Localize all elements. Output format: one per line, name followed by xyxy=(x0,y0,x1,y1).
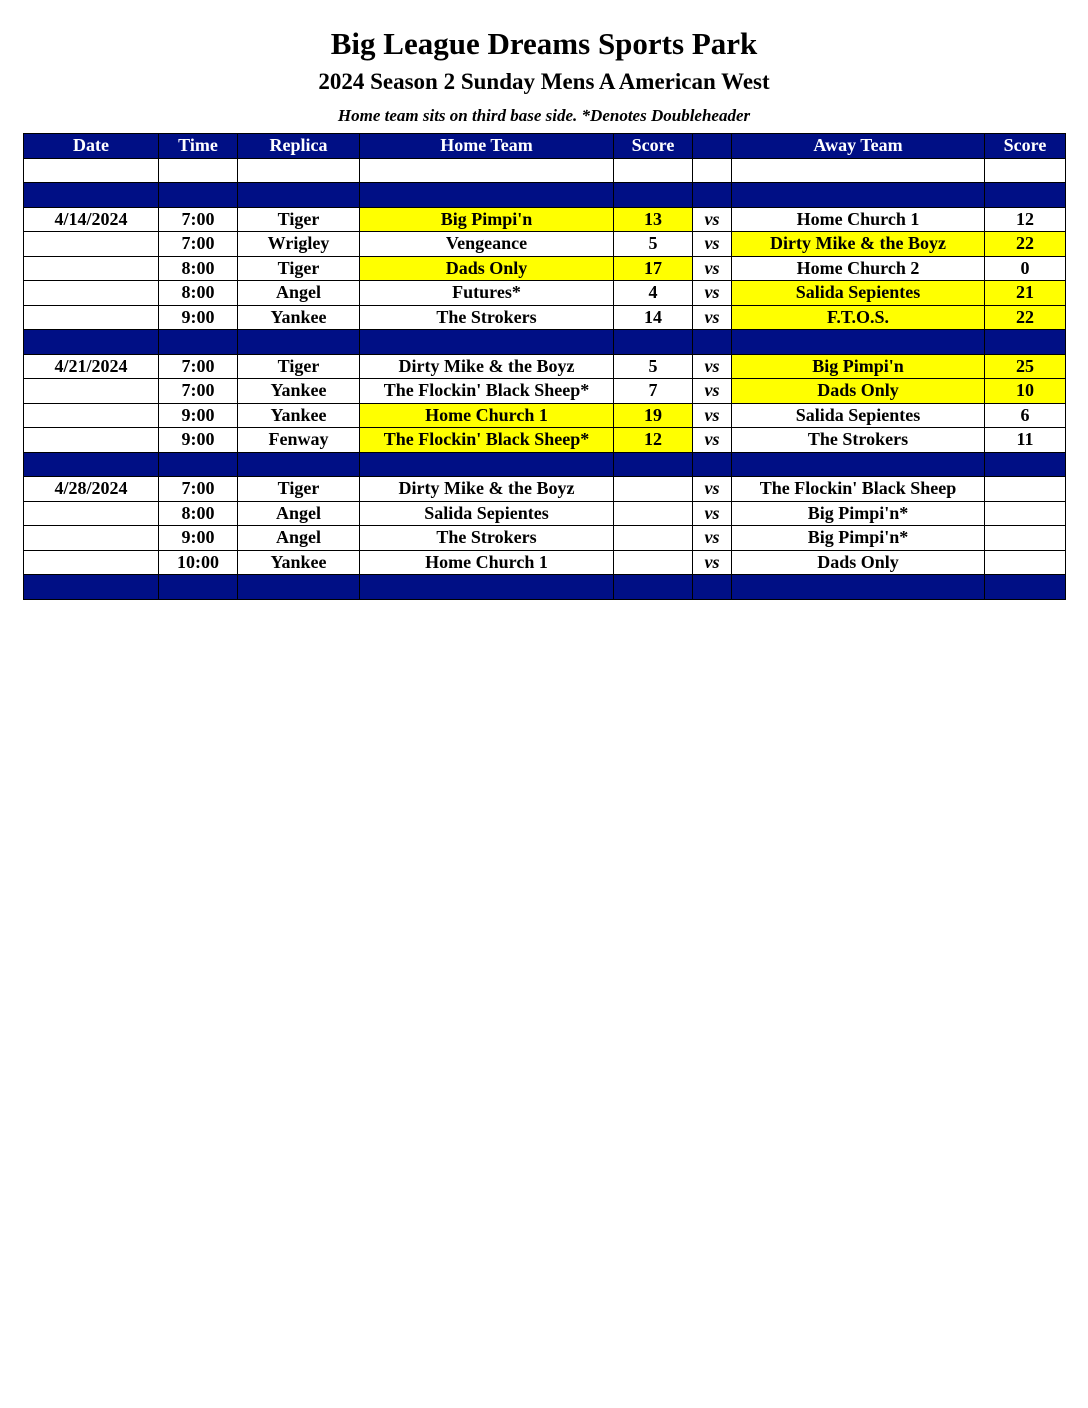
vs-label: vs xyxy=(693,281,732,306)
game-row xyxy=(24,526,1066,551)
empty-cell xyxy=(985,575,1066,600)
game-replica: Yankee xyxy=(238,305,360,330)
game-row xyxy=(24,256,1066,281)
empty-cell xyxy=(360,330,614,355)
away-team: Salida Sepientes xyxy=(732,403,985,428)
empty-cell xyxy=(159,330,238,355)
schedule-table xyxy=(23,133,1066,600)
game-row xyxy=(24,207,1066,232)
empty-cell xyxy=(159,158,238,183)
game-date xyxy=(24,379,159,404)
empty-row xyxy=(24,158,1066,183)
vs-label: vs xyxy=(693,428,732,453)
empty-cell xyxy=(614,452,693,477)
empty-cell xyxy=(985,183,1066,208)
game-row xyxy=(24,403,1066,428)
game-replica: Angel xyxy=(238,501,360,526)
col-header-home-team: Home Team xyxy=(360,134,614,159)
empty-cell xyxy=(238,330,360,355)
game-row xyxy=(24,428,1066,453)
game-time: 7:00 xyxy=(159,232,238,257)
empty-cell xyxy=(24,158,159,183)
empty-cell xyxy=(985,158,1066,183)
home-team: Dirty Mike & the Boyz xyxy=(360,354,614,379)
away-score: 25 xyxy=(985,354,1066,379)
away-score: 21 xyxy=(985,281,1066,306)
game-time: 8:00 xyxy=(159,501,238,526)
game-date xyxy=(24,428,159,453)
away-team: Dirty Mike & the Boyz xyxy=(732,232,985,257)
page-subtitle: 2024 Season 2 Sunday Mens A American West xyxy=(318,69,770,94)
away-team: The Strokers xyxy=(732,428,985,453)
vs-label: vs xyxy=(693,256,732,281)
home-team: The Strokers xyxy=(360,526,614,551)
home-score: 7 xyxy=(614,379,693,404)
home-score: 5 xyxy=(614,232,693,257)
home-score: 12 xyxy=(614,428,693,453)
vs-label: vs xyxy=(693,232,732,257)
game-replica: Wrigley xyxy=(238,232,360,257)
col-header-date: Date xyxy=(24,134,159,159)
empty-cell xyxy=(24,452,159,477)
empty-cell xyxy=(732,158,985,183)
empty-cell xyxy=(614,183,693,208)
week-separator-row xyxy=(24,452,1066,477)
empty-cell xyxy=(360,575,614,600)
away-score: 12 xyxy=(985,207,1066,232)
game-row xyxy=(24,281,1066,306)
empty-cell xyxy=(693,575,732,600)
empty-cell xyxy=(238,183,360,208)
game-replica: Tiger xyxy=(238,354,360,379)
home-team: Salida Sepientes xyxy=(360,501,614,526)
home-team: Dirty Mike & the Boyz xyxy=(360,477,614,502)
vs-label: vs xyxy=(693,550,732,575)
empty-cell xyxy=(985,452,1066,477)
col-header-replica: Replica xyxy=(238,134,360,159)
game-date xyxy=(24,305,159,330)
game-row xyxy=(24,501,1066,526)
away-score xyxy=(985,550,1066,575)
empty-cell xyxy=(732,575,985,600)
home-team: Home Church 1 xyxy=(360,403,614,428)
away-team: The Flockin' Black Sheep xyxy=(732,477,985,502)
game-date xyxy=(24,232,159,257)
empty-cell xyxy=(614,575,693,600)
vs-label: vs xyxy=(693,477,732,502)
game-replica: Yankee xyxy=(238,403,360,428)
game-replica: Fenway xyxy=(238,428,360,453)
game-row xyxy=(24,550,1066,575)
away-score: 11 xyxy=(985,428,1066,453)
game-date: 4/14/2024 xyxy=(24,207,159,232)
game-replica: Tiger xyxy=(238,477,360,502)
col-header-time: Time xyxy=(159,134,238,159)
home-team: The Flockin' Black Sheep* xyxy=(360,428,614,453)
game-replica: Angel xyxy=(238,526,360,551)
game-date xyxy=(24,281,159,306)
empty-cell xyxy=(238,158,360,183)
away-score: 22 xyxy=(985,232,1066,257)
game-time: 7:00 xyxy=(159,477,238,502)
empty-cell xyxy=(24,183,159,208)
away-team: Big Pimpi'n xyxy=(732,354,985,379)
away-score xyxy=(985,526,1066,551)
empty-cell xyxy=(238,575,360,600)
home-score: 17 xyxy=(614,256,693,281)
empty-cell xyxy=(614,158,693,183)
empty-cell xyxy=(732,452,985,477)
game-row xyxy=(24,379,1066,404)
vs-label: vs xyxy=(693,403,732,428)
game-row xyxy=(24,354,1066,379)
game-time: 8:00 xyxy=(159,281,238,306)
game-date xyxy=(24,501,159,526)
home-team: Dads Only xyxy=(360,256,614,281)
col-header-away-team: Away Team xyxy=(732,134,985,159)
vs-label: vs xyxy=(693,526,732,551)
empty-cell xyxy=(24,330,159,355)
game-time: 10:00 xyxy=(159,550,238,575)
game-date: 4/28/2024 xyxy=(24,477,159,502)
home-score: 13 xyxy=(614,207,693,232)
table-header-row xyxy=(24,134,1066,159)
empty-cell xyxy=(693,183,732,208)
empty-cell xyxy=(159,575,238,600)
game-replica: Yankee xyxy=(238,550,360,575)
week-separator-row xyxy=(24,330,1066,355)
home-score xyxy=(614,550,693,575)
week-separator-row xyxy=(24,183,1066,208)
away-team: F.T.O.S. xyxy=(732,305,985,330)
game-time: 7:00 xyxy=(159,207,238,232)
home-score: 5 xyxy=(614,354,693,379)
page-title: Big League Dreams Sports Park xyxy=(330,26,758,61)
vs-label: vs xyxy=(693,207,732,232)
empty-cell xyxy=(360,452,614,477)
empty-cell xyxy=(238,452,360,477)
empty-cell xyxy=(614,330,693,355)
vs-label: vs xyxy=(693,305,732,330)
game-time: 9:00 xyxy=(159,428,238,453)
home-score: 14 xyxy=(614,305,693,330)
home-score xyxy=(614,501,693,526)
empty-cell xyxy=(693,158,732,183)
home-team: The Flockin' Black Sheep* xyxy=(360,379,614,404)
away-score xyxy=(985,477,1066,502)
away-team: Big Pimpi'n* xyxy=(732,526,985,551)
away-score: 0 xyxy=(985,256,1066,281)
away-team: Dads Only xyxy=(732,550,985,575)
away-score xyxy=(985,501,1066,526)
home-score: 19 xyxy=(614,403,693,428)
game-date xyxy=(24,256,159,281)
game-time: 8:00 xyxy=(159,256,238,281)
schedule-body xyxy=(24,158,1066,599)
page-note: Home team sits on third base side. *Denotes Doubleheader xyxy=(337,106,751,125)
game-time: 9:00 xyxy=(159,526,238,551)
empty-cell xyxy=(985,330,1066,355)
home-team: The Strokers xyxy=(360,305,614,330)
home-team: Futures* xyxy=(360,281,614,306)
col-header-away-score: Score xyxy=(985,134,1066,159)
game-row xyxy=(24,477,1066,502)
col-header-home-score: Score xyxy=(614,134,693,159)
empty-cell xyxy=(693,330,732,355)
away-score: 10 xyxy=(985,379,1066,404)
home-team: Home Church 1 xyxy=(360,550,614,575)
empty-cell xyxy=(360,183,614,208)
away-score: 22 xyxy=(985,305,1066,330)
game-time: 7:00 xyxy=(159,354,238,379)
week-separator-row xyxy=(24,575,1066,600)
vs-label: vs xyxy=(693,379,732,404)
vs-label: vs xyxy=(693,354,732,379)
game-replica: Tiger xyxy=(238,256,360,281)
home-score: 4 xyxy=(614,281,693,306)
game-date xyxy=(24,550,159,575)
game-date xyxy=(24,403,159,428)
home-score xyxy=(614,477,693,502)
col-header-vs xyxy=(693,134,732,159)
home-score xyxy=(614,526,693,551)
vs-label: vs xyxy=(693,501,732,526)
away-team: Salida Sepientes xyxy=(732,281,985,306)
game-time: 9:00 xyxy=(159,305,238,330)
empty-cell xyxy=(159,452,238,477)
away-team: Home Church 2 xyxy=(732,256,985,281)
game-row xyxy=(24,305,1066,330)
game-date xyxy=(24,526,159,551)
empty-cell xyxy=(732,330,985,355)
empty-cell xyxy=(24,575,159,600)
game-replica: Yankee xyxy=(238,379,360,404)
empty-cell xyxy=(693,452,732,477)
game-replica: Tiger xyxy=(238,207,360,232)
game-row xyxy=(24,232,1066,257)
game-date: 4/21/2024 xyxy=(24,354,159,379)
away-team: Dads Only xyxy=(732,379,985,404)
empty-cell xyxy=(732,183,985,208)
empty-cell xyxy=(159,183,238,208)
empty-cell xyxy=(360,158,614,183)
game-time: 9:00 xyxy=(159,403,238,428)
home-team: Big Pimpi'n xyxy=(360,207,614,232)
away-score: 6 xyxy=(985,403,1066,428)
home-team: Vengeance xyxy=(360,232,614,257)
game-time: 7:00 xyxy=(159,379,238,404)
game-replica: Angel xyxy=(238,281,360,306)
away-team: Big Pimpi'n* xyxy=(732,501,985,526)
away-team: Home Church 1 xyxy=(732,207,985,232)
